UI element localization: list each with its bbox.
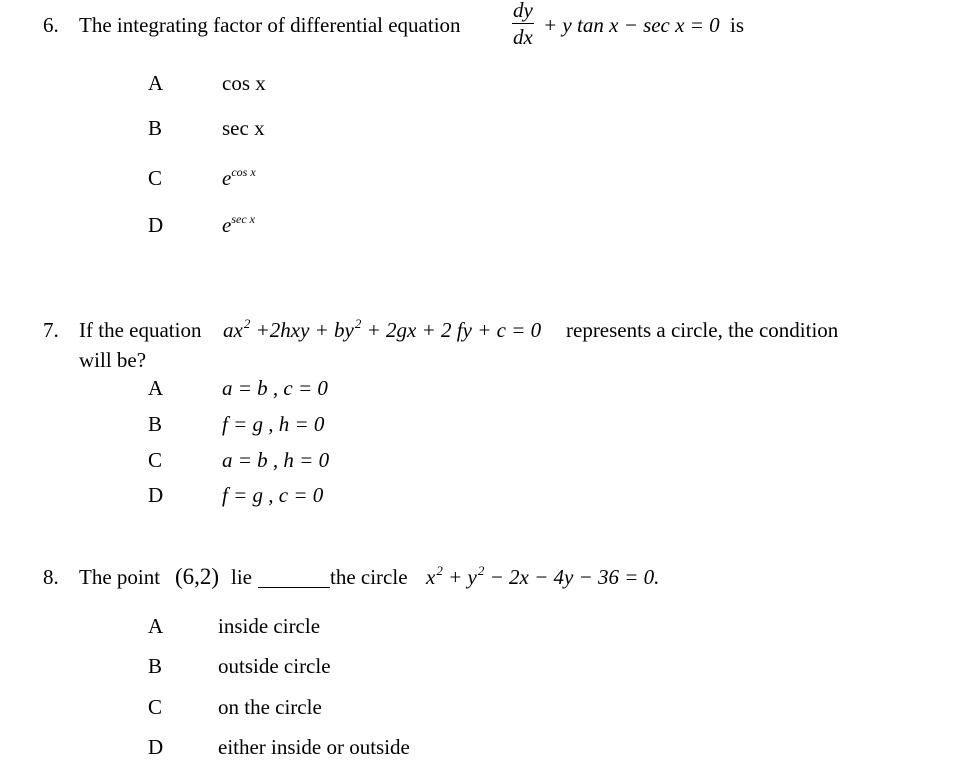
question-stem-suffix: represents a circle, the condition	[566, 318, 839, 342]
question-stem-suffix: is	[730, 13, 745, 37]
answer-blank	[258, 569, 330, 592]
equation-rest: + y tan x − sec x = 0	[543, 13, 720, 37]
exp-power: sec x	[231, 212, 255, 226]
question-stem-mid: lie	[231, 565, 252, 589]
option-letter: D	[148, 213, 164, 237]
option-letter: B	[148, 412, 163, 436]
eq-part: − 2x − 4y − 36 = 0.	[484, 565, 660, 589]
option-text: cos x	[222, 71, 266, 95]
eq-superscript: 2	[436, 563, 443, 578]
point-coordinates: (6,2)	[175, 564, 220, 589]
option-text: sec x	[222, 116, 265, 140]
eq-superscript: 2	[477, 563, 485, 578]
eq-superscript: 2	[243, 316, 251, 331]
eq-part: + y	[442, 565, 477, 589]
option-text	[222, 165, 256, 190]
option-text: a = b , h = 0	[222, 448, 330, 472]
eq-part: x	[426, 565, 436, 589]
question-number: 8.	[43, 565, 59, 589]
option-letter: D	[148, 735, 164, 759]
exp-power: cos x	[231, 165, 256, 179]
question-stem: The integrating factor of differential equation	[79, 13, 461, 37]
equation	[426, 563, 660, 589]
equation	[223, 316, 542, 342]
question-number: 6.	[43, 13, 59, 37]
equation-fraction	[512, 0, 534, 48]
option-text: f = g , c = 0	[222, 483, 324, 507]
question-number: 7.	[43, 318, 59, 342]
fraction-numerator: dy	[513, 0, 533, 22]
option-text: either inside or outside	[218, 735, 410, 759]
option-letter: A	[148, 614, 164, 638]
option-letter: C	[148, 448, 163, 472]
option-text: a = b , c = 0	[222, 376, 328, 400]
eq-part: +2hxy + by	[250, 318, 354, 342]
option-text	[222, 212, 255, 237]
option-letter: D	[148, 483, 164, 507]
option-letter: C	[148, 695, 163, 719]
option-text: on the circle	[218, 695, 322, 719]
question-stem: The point	[79, 565, 161, 589]
exp-base: e	[222, 213, 232, 237]
option-text: f = g , h = 0	[222, 412, 325, 436]
question-stem: If the equation	[79, 318, 202, 342]
question-stem-after-blank: the circle	[330, 565, 408, 589]
option-letter: B	[148, 116, 163, 140]
exp-base: e	[222, 166, 232, 190]
eq-superscript: 2	[354, 316, 362, 331]
option-letter: A	[148, 71, 164, 95]
eq-part: + 2gx + 2 fy + c = 0	[361, 318, 542, 342]
option-letter: B	[148, 654, 163, 678]
option-letter: C	[148, 166, 163, 190]
option-text: outside circle	[218, 654, 331, 678]
question-stem-line2: will be?	[79, 348, 147, 372]
option-letter: A	[148, 376, 164, 400]
fraction-denominator: dx	[513, 25, 533, 49]
eq-part: ax	[223, 318, 243, 342]
option-text: inside circle	[218, 614, 321, 638]
